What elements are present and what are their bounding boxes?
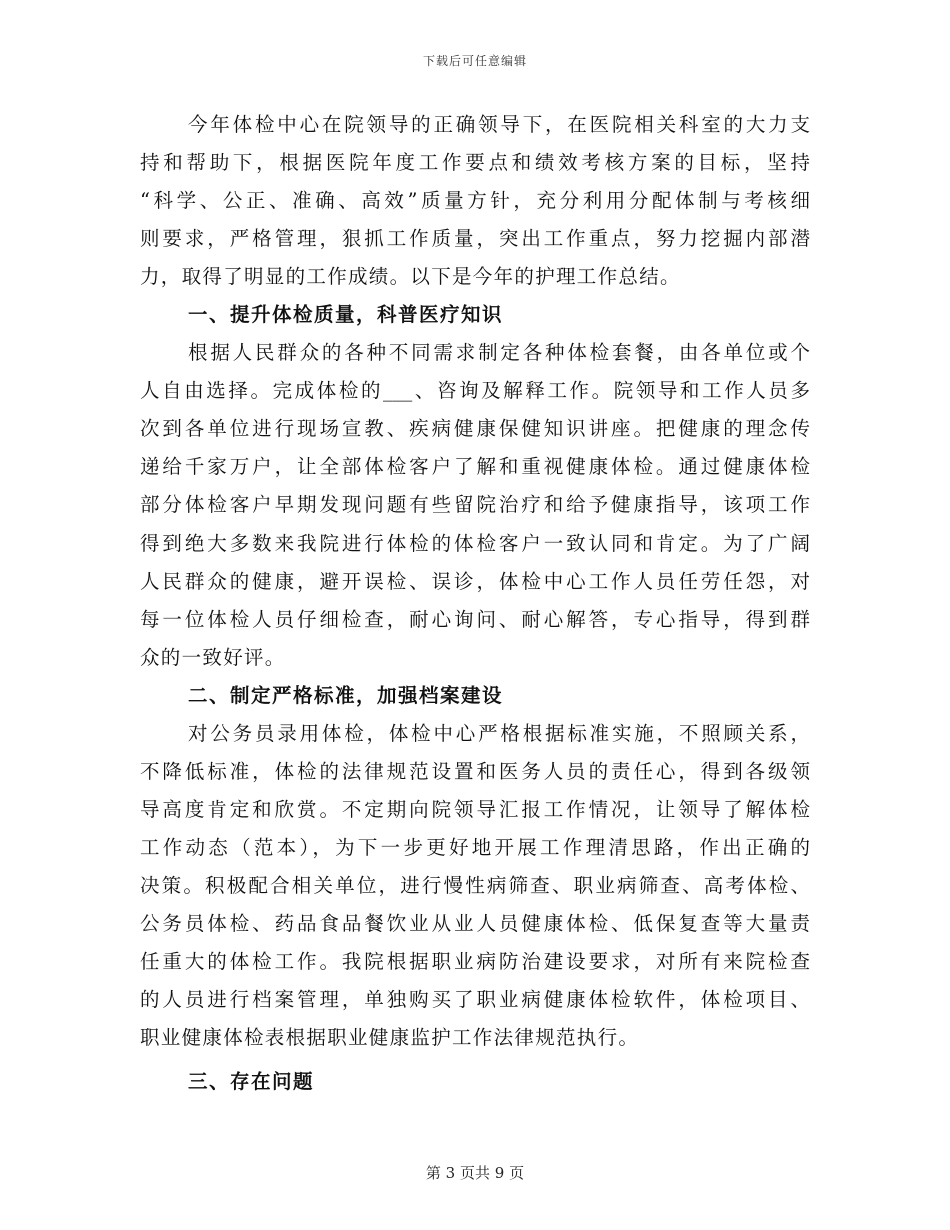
section-heading-3: 三、存在问题: [188, 1070, 315, 1094]
section1-line: 次到各单位进行现场宣教、疾病健康保健知识讲座。把健康的理念传: [140, 417, 810, 441]
document-body: [140, 106, 810, 1101]
section2-line: 公务员体检、药品食品餐饮业从业人员健康体检、低保复查等大量责: [140, 911, 810, 935]
section1-line: 部分体检客户早期发现问题有些留院治疗和给予健康指导，该项工作: [140, 493, 810, 517]
page-footer: 第 3 页共 9 页: [425, 1164, 525, 1182]
section1-line: 众的一致好评。: [140, 645, 286, 669]
section2-line: 职业健康体检表根据职业健康监护工作法律规范执行。: [140, 1026, 640, 1050]
section1-line: 根据人民群众的各种不同需求制定各种体检套餐，由各单位或个: [188, 341, 810, 365]
section2-line: 对公务员录用体检，体检中心严格根据标准实施，不照顾关系，: [188, 721, 810, 745]
section2-line: 的人员进行档案管理，单独购买了职业病健康体检软件，体检项目、: [140, 988, 810, 1012]
intro-line: 今年体检中心在院领导的正确领导下，在医院相关科室的大力支: [188, 113, 810, 136]
section2-line: 不降低标准，体检的法律规范设置和医务人员的责任心，得到各级领: [140, 759, 810, 783]
section1-line: 人自由选择。完成体检的___、咨询及解释工作。院领导和工作人员多: [140, 379, 810, 403]
intro-line: 力，取得了明显的工作成绩。以下是今年的护理工作总结。: [140, 265, 681, 289]
section1-line: 递给千家万户，让全部体检客户了解和重视健康体检。通过健康体检: [140, 455, 810, 479]
section2-line: 导高度肯定和欣赏。不定期向院领导汇报工作情况，让领导了解体检: [140, 797, 810, 821]
intro-line: 持和帮助下，根据医院年度工作要点和绩效考核方案的目标，坚持: [140, 151, 810, 175]
section1-line: 每一位体检人员仔细检查，耐心询问、耐心解答，专心指导，得到群: [140, 607, 810, 631]
section-heading-2: 二、制定严格标准，加强档案建设: [188, 683, 504, 707]
page-header: 下载后可任意编辑: [422, 54, 527, 68]
section2-line: 工作动态（范本），为下一步更好地开展工作理清思路，作出正确的: [140, 835, 810, 859]
intro-line: “科学、公正、准确、高效”质量方针，充分利用分配体制与考核细: [140, 189, 810, 213]
section2-line: 决策。积极配合相关单位，进行慢性病筛查、职业病筛查、高考体检、: [140, 873, 810, 897]
intro-line: 则要求，严格管理，狠抓工作质量，突出工作重点，努力挖掘内部潜: [140, 227, 810, 251]
section-heading-1: 一、提升体检质量，科普医疗知识: [188, 303, 504, 327]
section2-line: 任重大的体检工作。我院根据职业病防治建设要求，对所有来院检查: [140, 950, 810, 974]
section1-line: 得到绝大多数来我院进行体检的体检客户一致认同和肯定。为了广阔: [140, 531, 810, 555]
section1-line: 人民群众的健康，避开误检、误诊，体检中心工作人员任劳任怨，对: [140, 569, 810, 593]
